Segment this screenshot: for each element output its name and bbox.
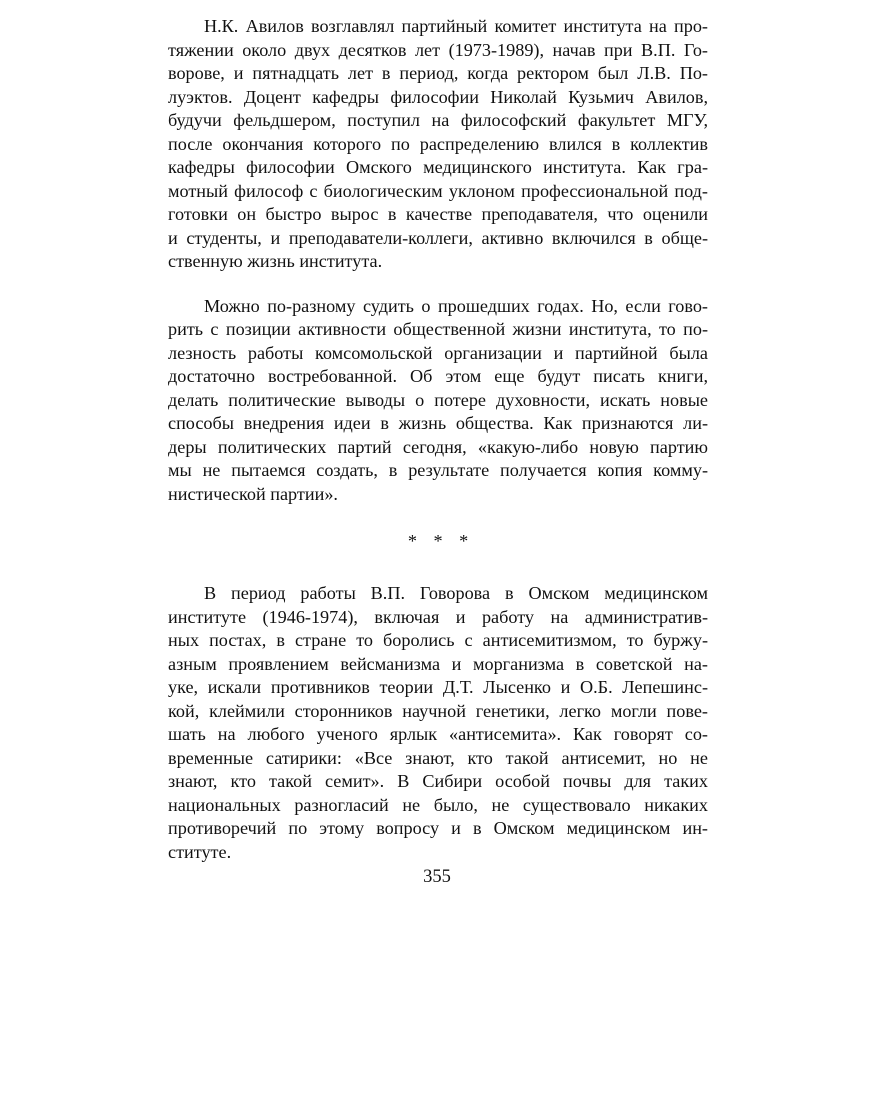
text-line: и студенты, и преподаватели-коллеги, активно включился в обще- [168, 227, 708, 248]
text-line: достаточно востребованной. Об этом еще будут писать книги, [168, 366, 708, 386]
text-line: ворове, и пятнадцать лет в период, когда ректором был Л.В. По- [168, 63, 708, 83]
text-line: шать на любого ученого ярлык «антисемита». Как говорят со- [168, 724, 708, 744]
paragraph-3 [168, 582, 708, 864]
text-line: тяжении около двух десятков лет (1973-1989), начав при В.П. Го- [168, 39, 708, 60]
text-line: мы не пытаемся создать, в результате получается копия комму- [168, 460, 708, 480]
paragraph-spacer [168, 555, 708, 582]
paragraph-1 [168, 15, 708, 274]
text-line: после окончания которого по распределению влился в коллектив [168, 133, 708, 154]
paragraph-spacer [168, 274, 708, 295]
text-line: национальных разногласий не было, не существовало никаких [168, 794, 708, 815]
paragraph-spacer [168, 506, 708, 527]
text-line: институте (1946-1974), включая и работу на административ- [168, 606, 708, 627]
text-line: готовки он быстро вырос в качестве преподавателя, что оценили [168, 204, 708, 224]
text-line: деры политических партий сегодня, «какую-либо новую партию [168, 436, 708, 457]
text-line: способы внедрения идеи в жизнь общества. Как признаются ли- [168, 413, 708, 433]
page-number: 355 [423, 867, 451, 887]
page-body [168, 15, 708, 864]
paragraph-2 [168, 295, 708, 507]
text-line: Н.К. Авилов возглавлял партийный комитет института на про- [204, 16, 708, 36]
text-line: делать политические выводы о потере духовности, искать новые [168, 389, 708, 410]
text-line: временные сатирики: «Все знают, кто такой антисемит, но не [168, 747, 708, 768]
text-line: В период работы В.П. Говорова в Омском медицинском [204, 583, 708, 603]
section-separator: * * * [407, 531, 475, 551]
text-line: знают, кто такой семит». В Сибири особой почвы для таких [168, 771, 708, 791]
text-line: ституте. [168, 841, 232, 862]
text-line: луэктов. Доцент кафедры философии Николай Кузьмич Авилов, [168, 86, 708, 107]
text-line: кой, клеймили сторонников научной генетики, легко могли пове- [168, 700, 708, 721]
text-line: нистической партии». [168, 483, 338, 504]
text-line: ственную жизнь института. [168, 251, 383, 271]
text-line: азным проявлением вейсманизма и морганизма в советской на- [168, 653, 708, 674]
text-line: кафедры философии Омского медицинского института. Как гра- [168, 157, 708, 177]
text-line: будучи фельдшером, поступил на философский факультет МГУ, [168, 110, 708, 130]
text-line: уке, искали противников теории Д.Т. Лысенко и О.Б. Лепешинс- [168, 677, 708, 697]
text-line: ных постах, в стране то боролись с антисемитизмом, то буржу- [168, 630, 708, 650]
text-line: рить с позиции активности общественной жизни института, то по- [168, 319, 708, 339]
text-line: лезность работы комсомольской организации и партийной была [168, 342, 708, 363]
text-line: мотный философ с биологическим уклоном профессиональной под- [168, 180, 708, 201]
text-line: Можно по-разному судить о прошедших годах. Но, если гово- [204, 295, 708, 316]
text-line: противоречий по этому вопросу и в Омском медицинском ин- [168, 818, 708, 838]
